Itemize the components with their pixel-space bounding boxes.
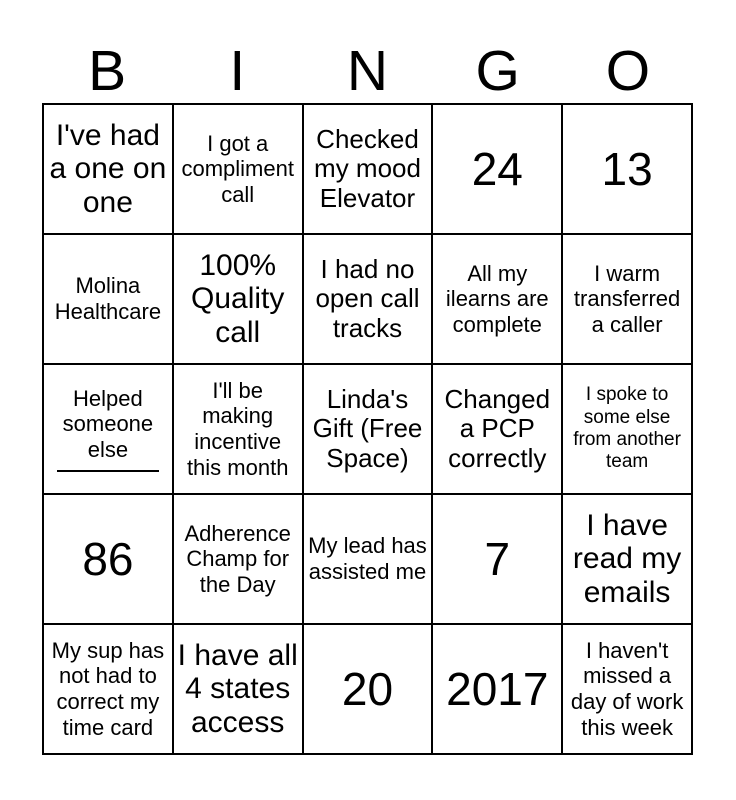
bingo-cell[interactable] (563, 105, 693, 235)
header-letter-n: N (346, 39, 389, 103)
bingo-cell-label: I haven't missed a day of work this week (570, 637, 684, 740)
bingo-cell-label: Helped someone else (62, 385, 154, 462)
bingo-cell-label: I got a compliment call (181, 130, 294, 207)
bingo-cell[interactable] (304, 235, 434, 365)
bingo-cell-label: 2017 (446, 662, 549, 715)
bingo-cell-label: I'll be making incentive this month (186, 377, 289, 480)
bingo-cell-label: Linda's Gift (Free Space) (312, 383, 423, 473)
bingo-cell-label: All my ilearns are complete (445, 260, 549, 337)
bingo-cell[interactable] (304, 105, 434, 235)
bingo-cell[interactable] (433, 495, 563, 625)
bingo-cell[interactable] (563, 235, 693, 365)
bingo-cell[interactable] (563, 495, 693, 625)
bingo-cell[interactable] (433, 105, 563, 235)
bingo-cell-label: I've had a one on one (49, 118, 167, 219)
bingo-cell-label: My sup has not had to correct my time card (51, 637, 165, 740)
header-letter-g: G (475, 39, 520, 103)
bingo-cell-label: My lead has assisted me (308, 533, 427, 584)
header-letter-i: I (229, 39, 246, 103)
bingo-cell-label: 24 (471, 142, 523, 195)
bingo-cell-free-space[interactable] (304, 365, 434, 495)
bingo-cell[interactable] (433, 365, 563, 495)
bingo-cell[interactable] (433, 625, 563, 755)
bingo-cell[interactable] (304, 495, 434, 625)
bingo-cell[interactable] (304, 625, 434, 755)
bingo-cell-label: I had no open call tracks (315, 253, 420, 343)
bingo-cell-label: 86 (82, 532, 134, 585)
bingo-cell-label: I warm transferred a caller (573, 260, 681, 337)
bingo-cell-label: Checked my mood Elevator (314, 123, 421, 213)
bingo-cell[interactable] (44, 105, 174, 235)
bingo-cell[interactable] (174, 495, 304, 625)
bingo-grid (42, 103, 693, 755)
bingo-cell-label: 13 (601, 142, 653, 195)
bingo-cell[interactable] (174, 625, 304, 755)
bingo-cell-label: Adherence Champ for the Day (184, 520, 291, 597)
bingo-cell-label: 100% Quality call (191, 248, 285, 349)
header-letter-b: B (88, 39, 127, 103)
bingo-cell-label: I have read my emails (572, 508, 682, 609)
bingo-cell[interactable] (563, 625, 693, 755)
bingo-cell-label: I spoke to some else from another team (573, 384, 681, 473)
bingo-header (42, 28, 693, 103)
bingo-cell-label: I have all 4 states access (177, 638, 298, 739)
bingo-cell-label: 7 (484, 532, 511, 585)
bingo-cell[interactable] (44, 365, 174, 495)
bingo-cell[interactable] (44, 235, 174, 365)
bingo-cell-label: Changed a PCP correctly (444, 383, 551, 473)
bingo-cell[interactable] (174, 365, 304, 495)
bingo-cell-label: 20 (341, 662, 394, 715)
bingo-cell[interactable] (174, 235, 304, 365)
fill-in-blank-line[interactable] (57, 470, 159, 472)
bingo-cell[interactable] (44, 625, 174, 755)
bingo-cell[interactable] (563, 365, 693, 495)
bingo-cell[interactable] (174, 105, 304, 235)
bingo-cell[interactable] (433, 235, 563, 365)
header-letter-o: O (605, 39, 651, 103)
bingo-cell-label: Molina Healthcare (54, 273, 162, 324)
bingo-cell[interactable] (44, 495, 174, 625)
